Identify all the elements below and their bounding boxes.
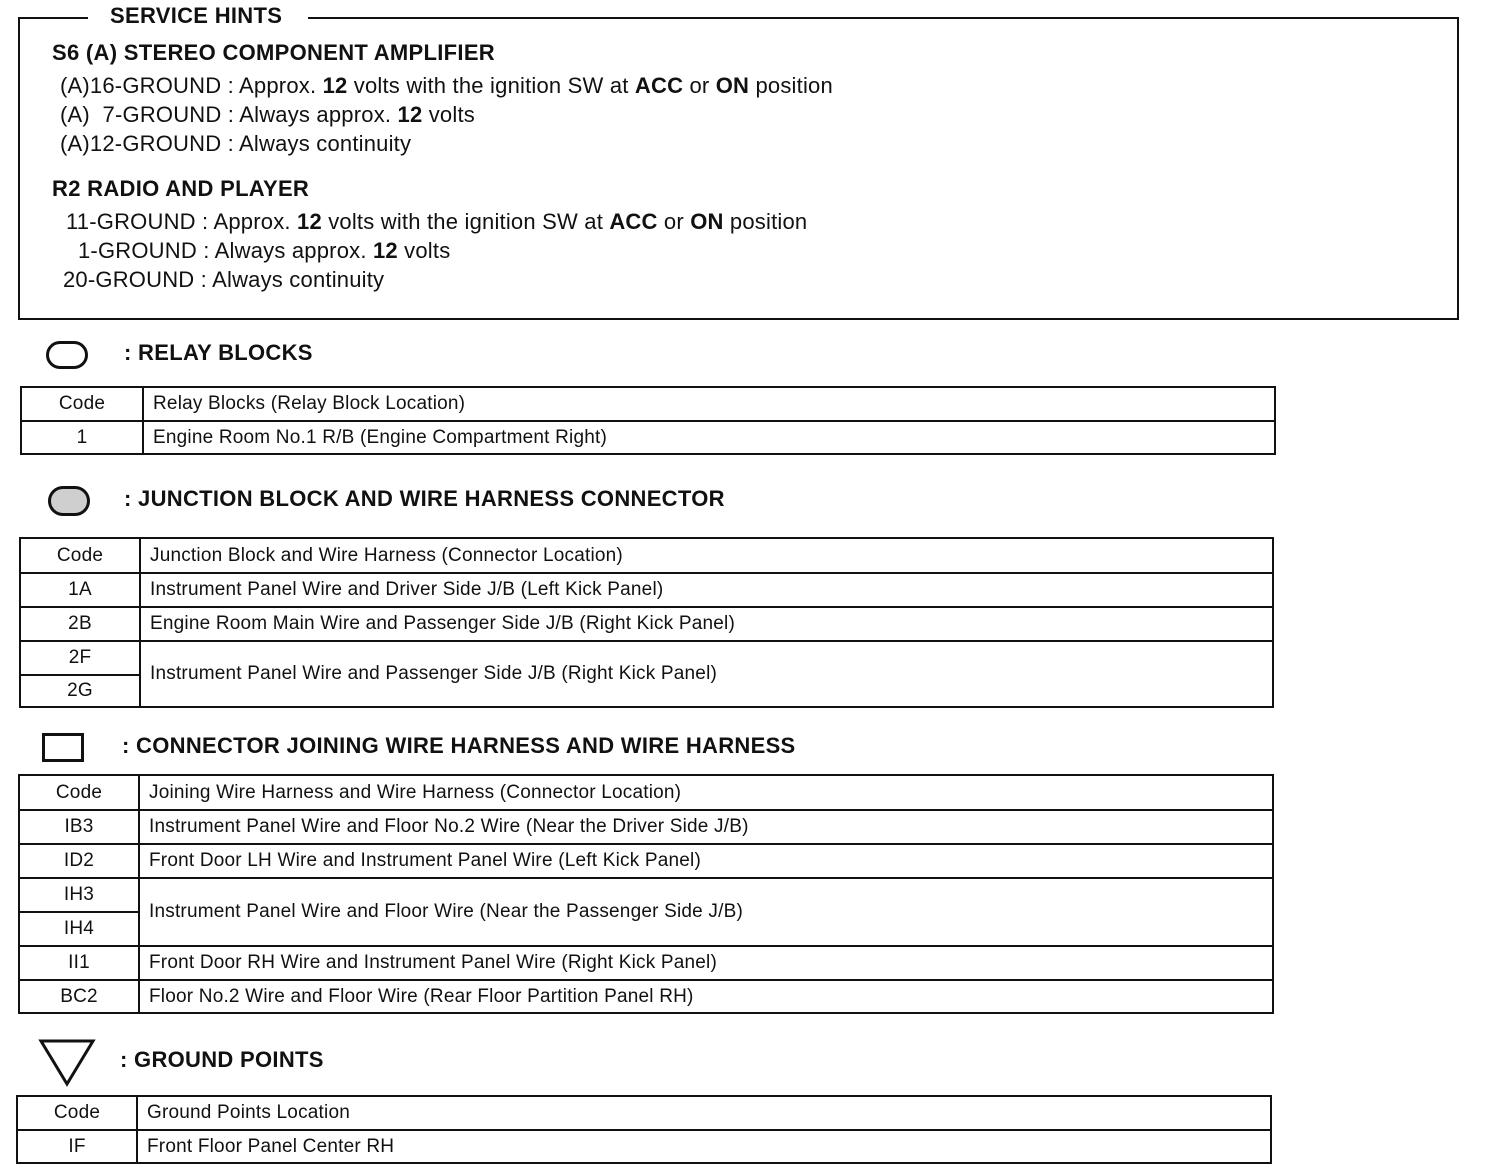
hint-text: or [683,73,716,98]
r2-heading: R2 RADIO AND PLAYER [52,176,310,201]
row-code: 2G [20,675,140,707]
hint-text: position [749,73,833,98]
junction-blocks-title: : JUNCTION BLOCK AND WIRE HARNESS CONNECTOR [124,486,725,511]
square-icon [42,733,84,762]
row-code: II1 [19,946,139,980]
hint-value: 12 [297,209,322,234]
row-code: 2B [20,607,140,641]
hint-text: Always continuity [212,267,385,292]
hint-value: ON [715,73,750,98]
hint-text: Approx. [213,209,298,234]
s6-line-3: (A)12-GROUND : Always continuity [60,131,412,156]
code-header: Code [17,1096,137,1130]
code-header: Code [20,538,140,573]
rounded-rectangle-icon [46,341,88,369]
table-row [20,641,1273,675]
location-header: Relay Blocks (Relay Block Location) [143,387,1275,421]
pin-label: 1-GROUND [78,238,197,263]
pin-label: 11-GROUND [66,209,196,234]
row-location: Engine Room No.1 R/B (Engine Compartment Right) [143,421,1275,454]
row-location: Front Door RH Wire and Instrument Panel Wire (Right Kick Panel) [139,946,1273,980]
hint-value: ACC [634,73,684,98]
row-code: IF [17,1130,137,1163]
table-row [20,573,1273,607]
hint-text: Always approx. [239,102,398,127]
row-location: Engine Room Main Wire and Passenger Side J/B (Right Kick Panel) [140,607,1273,641]
hint-text: volts with the ignition SW at [347,73,635,98]
row-location: Front Door LH Wire and Instrument Panel Wire (Left Kick Panel) [139,844,1273,878]
table-row [20,607,1273,641]
ground-points-table [16,1095,1272,1164]
hint-text: or [657,209,691,234]
s6-line-1: (A)16-GROUND : Approx. 12 volts with the ignition SW at ACC or ON position [60,73,833,98]
hint-text: Approx. [239,73,323,98]
hint-text: Always approx. [214,238,373,263]
hint-value: 12 [372,238,398,263]
table-row [19,980,1273,1013]
location-header: Junction Block and Wire Harness (Connector Location) [140,538,1273,573]
table-row [21,421,1275,454]
row-location: Instrument Panel Wire and Floor Wire (Near the Passenger Side J/B) [139,878,1273,946]
hint-text: volts [397,238,451,263]
table-row [19,946,1273,980]
s6-line-2: (A) 7-GROUND : Always approx. 12 volts [60,102,475,127]
row-location: Instrument Panel Wire and Floor No.2 Wire (Near the Driver Side J/B) [139,810,1273,844]
pin-label: (A) 7-GROUND [60,102,222,127]
hint-value: ON [690,209,724,234]
pin-label: (A)16-GROUND [60,73,222,98]
code-header: Code [21,387,143,421]
s6-heading: S6 (A) STEREO COMPONENT AMPLIFIER [52,40,495,65]
table-row [19,810,1273,844]
hint-text: volts [422,102,475,127]
r2-line-2: 1-GROUND : Always approx. 12 volts [78,238,451,263]
row-code: BC2 [19,980,139,1013]
pin-label: (A)12-GROUND [60,131,222,156]
row-code: IB3 [19,810,139,844]
connectors-title: : CONNECTOR JOINING WIRE HARNESS AND WIRE HARNESS [122,733,796,758]
hint-text: Always continuity [239,131,412,156]
table-row [19,844,1273,878]
row-code: ID2 [19,844,139,878]
row-location: Instrument Panel Wire and Passenger Side J/B (Right Kick Panel) [140,641,1273,707]
connectors-table [18,774,1274,1014]
row-code: 2F [20,641,140,675]
r2-line-1: 11-GROUND : Approx. 12 volts with the ignition SW at ACC or ON position [66,209,808,234]
row-code: IH3 [19,878,139,912]
table-row [17,1130,1271,1163]
table-header-row [21,387,1275,421]
table-header-row [20,538,1273,573]
junction-blocks-table [19,537,1274,708]
r2-line-3: 20-GROUND : Always continuity [63,267,385,292]
location-header: Ground Points Location [137,1096,1271,1130]
relay-blocks-title: : RELAY BLOCKS [124,340,313,365]
table-row [19,878,1273,912]
hint-text: position [723,209,808,234]
hint-value: 12 [397,102,423,127]
table-header-row [19,775,1273,810]
down-triangle-icon [38,1038,96,1088]
ground-points-title: : GROUND POINTS [120,1047,324,1072]
location-header: Joining Wire Harness and Wire Harness (Connector Location) [139,775,1273,810]
hint-value: 12 [322,73,348,98]
shaded-rounded-rectangle-icon [48,486,90,516]
row-code: 1A [20,573,140,607]
service-hints-title: SERVICE HINTS [88,3,308,29]
code-header: Code [19,775,139,810]
row-location: Instrument Panel Wire and Driver Side J/B (Left Kick Panel) [140,573,1273,607]
row-code: IH4 [19,912,139,946]
row-location: Front Floor Panel Center RH [137,1130,1271,1163]
hint-value: ACC [609,209,658,234]
relay-blocks-table [20,386,1276,455]
pin-label: 20-GROUND [63,267,195,292]
row-code: 1 [21,421,143,454]
table-header-row [17,1096,1271,1130]
row-location: Floor No.2 Wire and Floor Wire (Rear Floor Partition Panel RH) [139,980,1273,1013]
hint-text: volts with the ignition SW at [321,209,610,234]
